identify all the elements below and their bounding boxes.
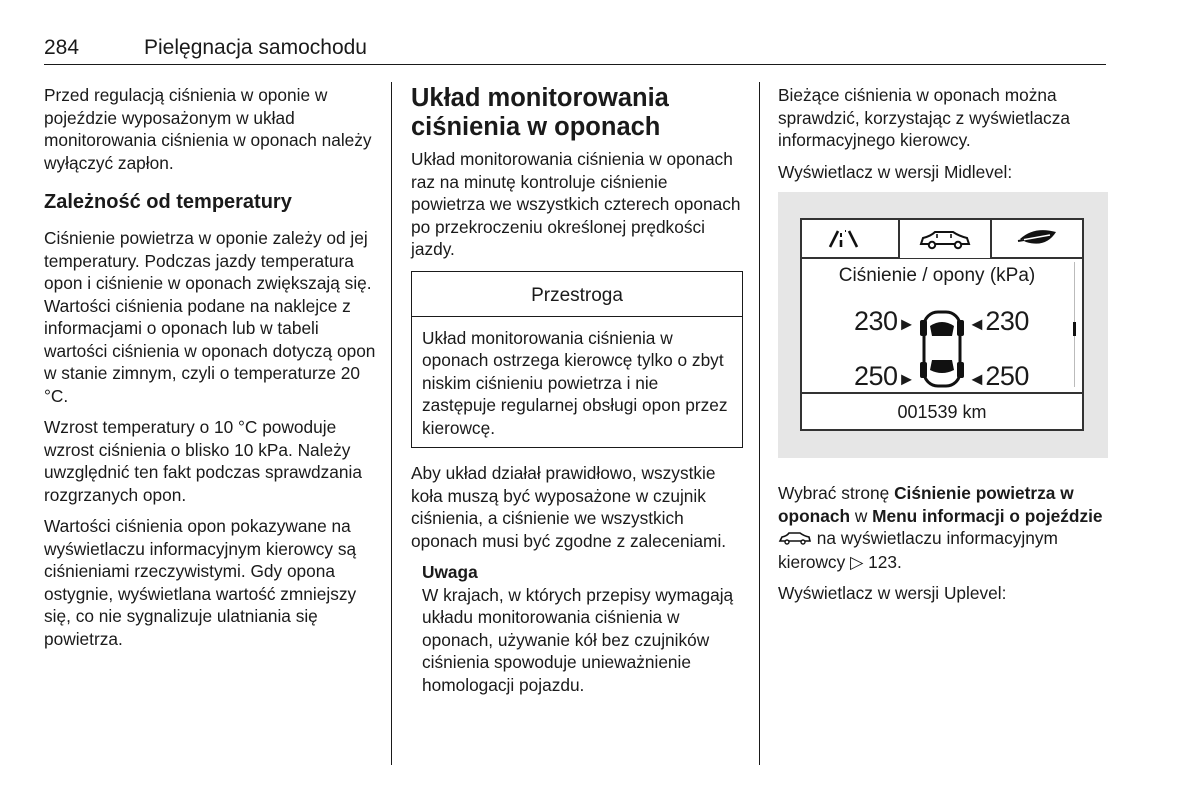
paragraph: Wybrać stronę Ciśnienie powietrza w oponach w Menu informacji o pojeździe na wyświetlaczu informacyjnym kierowcy ▷ 123. (778, 483, 1103, 572)
note-box (411, 561, 743, 696)
display-illustration (778, 192, 1108, 458)
column-3 (778, 84, 1108, 614)
paragraph: Wyświetlacz w wersji Uplevel: (778, 583, 1007, 604)
driver-info-display (800, 218, 1084, 431)
pressure-front-right: ◄230 (968, 306, 1029, 336)
column-1 (44, 84, 380, 659)
paragraph: Układ monitorowania ciśnienia w oponach raz na minutę kontroluje ciśnienie powietrza we wszystkich czterech oponach po przekroczeniu określonej prędkości jazdy. (411, 149, 741, 259)
odometer: 001539 km (897, 402, 987, 422)
arrow-right-icon: ► (897, 314, 915, 334)
column-divider (391, 82, 392, 765)
warning-text: Układ monitorowania ciśnienia w oponach ostrzega kierowcę tylko o zbyt niskim ciśnieniu powietrza i nie zastępuje regularnej obsługi opon przez kierowcę. (422, 327, 728, 438)
car-icon (898, 218, 992, 258)
arrow-left-icon: ◄ (968, 369, 986, 389)
arrow-right-icon: ► (897, 369, 915, 389)
divider (802, 392, 1082, 394)
column-2 (411, 84, 743, 696)
paragraph: Bieżące ciśnienia w oponach można sprawdzić, korzystając z wyświetlacza informacyjnego kierowcy. (778, 85, 1070, 150)
section-heading: Układ monitorowania ciśnienia w oponach (411, 84, 669, 141)
page-ref-icon: ▷ (850, 551, 869, 572)
pressure-rear-left: 250► (854, 361, 915, 391)
leaf-icon (1008, 220, 1068, 257)
note-text: W krajach, w których przepisy wymagają układu monitorowania ciśnienia w oponach, używanie kół bez czujników ciśnienia spowoduje unieważnienie homologacji pojazdu. (422, 584, 734, 695)
page-header (44, 36, 1106, 65)
paragraph: Wyświetlacz w wersji Midlevel: (778, 161, 1013, 182)
warning-title: Przestroga (412, 272, 742, 317)
car-topview-icon (920, 302, 964, 394)
column-divider (759, 82, 760, 765)
lane-icon (824, 220, 874, 257)
note-title: Uwaga (422, 562, 478, 582)
warning-box (411, 271, 743, 449)
car-icon (778, 528, 812, 551)
scroll-thumb (1073, 322, 1076, 336)
paragraph: Ciśnienie powietrza w oponie zależy od jej temperatury. Podczas jazdy temperatura opon i ciśnienie w oponach zwiększają się. Wartości ciśnienia podane na naklejce z informacjami o oponach lub w tabeli wartości ciśnienia w oponach dotyczą opon w stanie zimnym, czyli o temperaturze 20 °C. (44, 228, 376, 406)
display-label: Ciśnienie / opony (kPa) (838, 265, 1036, 286)
paragraph: Wartości ciśnienia opon pokazywane na wyświetlaczu informacyjnym kierowcy są ciśnieniami rzeczywistymi. Gdy opona ostygnie, wyświetlana wartość zmniejszy się, co nie sygnalizuje ulatniania się powietrza. (44, 516, 357, 649)
section-heading: Zależność od temperatury (44, 191, 292, 213)
page-title: Pielęgnacja samochodu (144, 36, 367, 59)
paragraph: Aby układ działał prawidłowo, wszystkie koła muszą być wyposażone w czujnik ciśnienia, a ciśnienie we wszystkich oponach musi być zgodne z zaleceniami. (411, 463, 727, 551)
pressure-rear-right: ◄250 (968, 361, 1029, 391)
paragraph: Wzrost temperatury o 10 °C powoduje wzrost ciśnienia o blisko 10 kPa. Należy uwzględnić ten fakt podczas sprawdzania rozgrzanych opon. (44, 417, 362, 505)
page-number: 284 (44, 36, 80, 59)
warning-body (412, 317, 742, 448)
display-tabs (802, 220, 1082, 259)
arrow-left-icon: ◄ (968, 314, 986, 334)
page-reference[interactable]: 123. (868, 551, 902, 572)
pressure-front-left: 230► (854, 306, 915, 336)
paragraph: Przed regulacją ciśnienia w oponie w pojeździe wyposażonym w układ monitorowania ciśnienia w oponach należy wyłączyć zapłon. (44, 85, 372, 173)
